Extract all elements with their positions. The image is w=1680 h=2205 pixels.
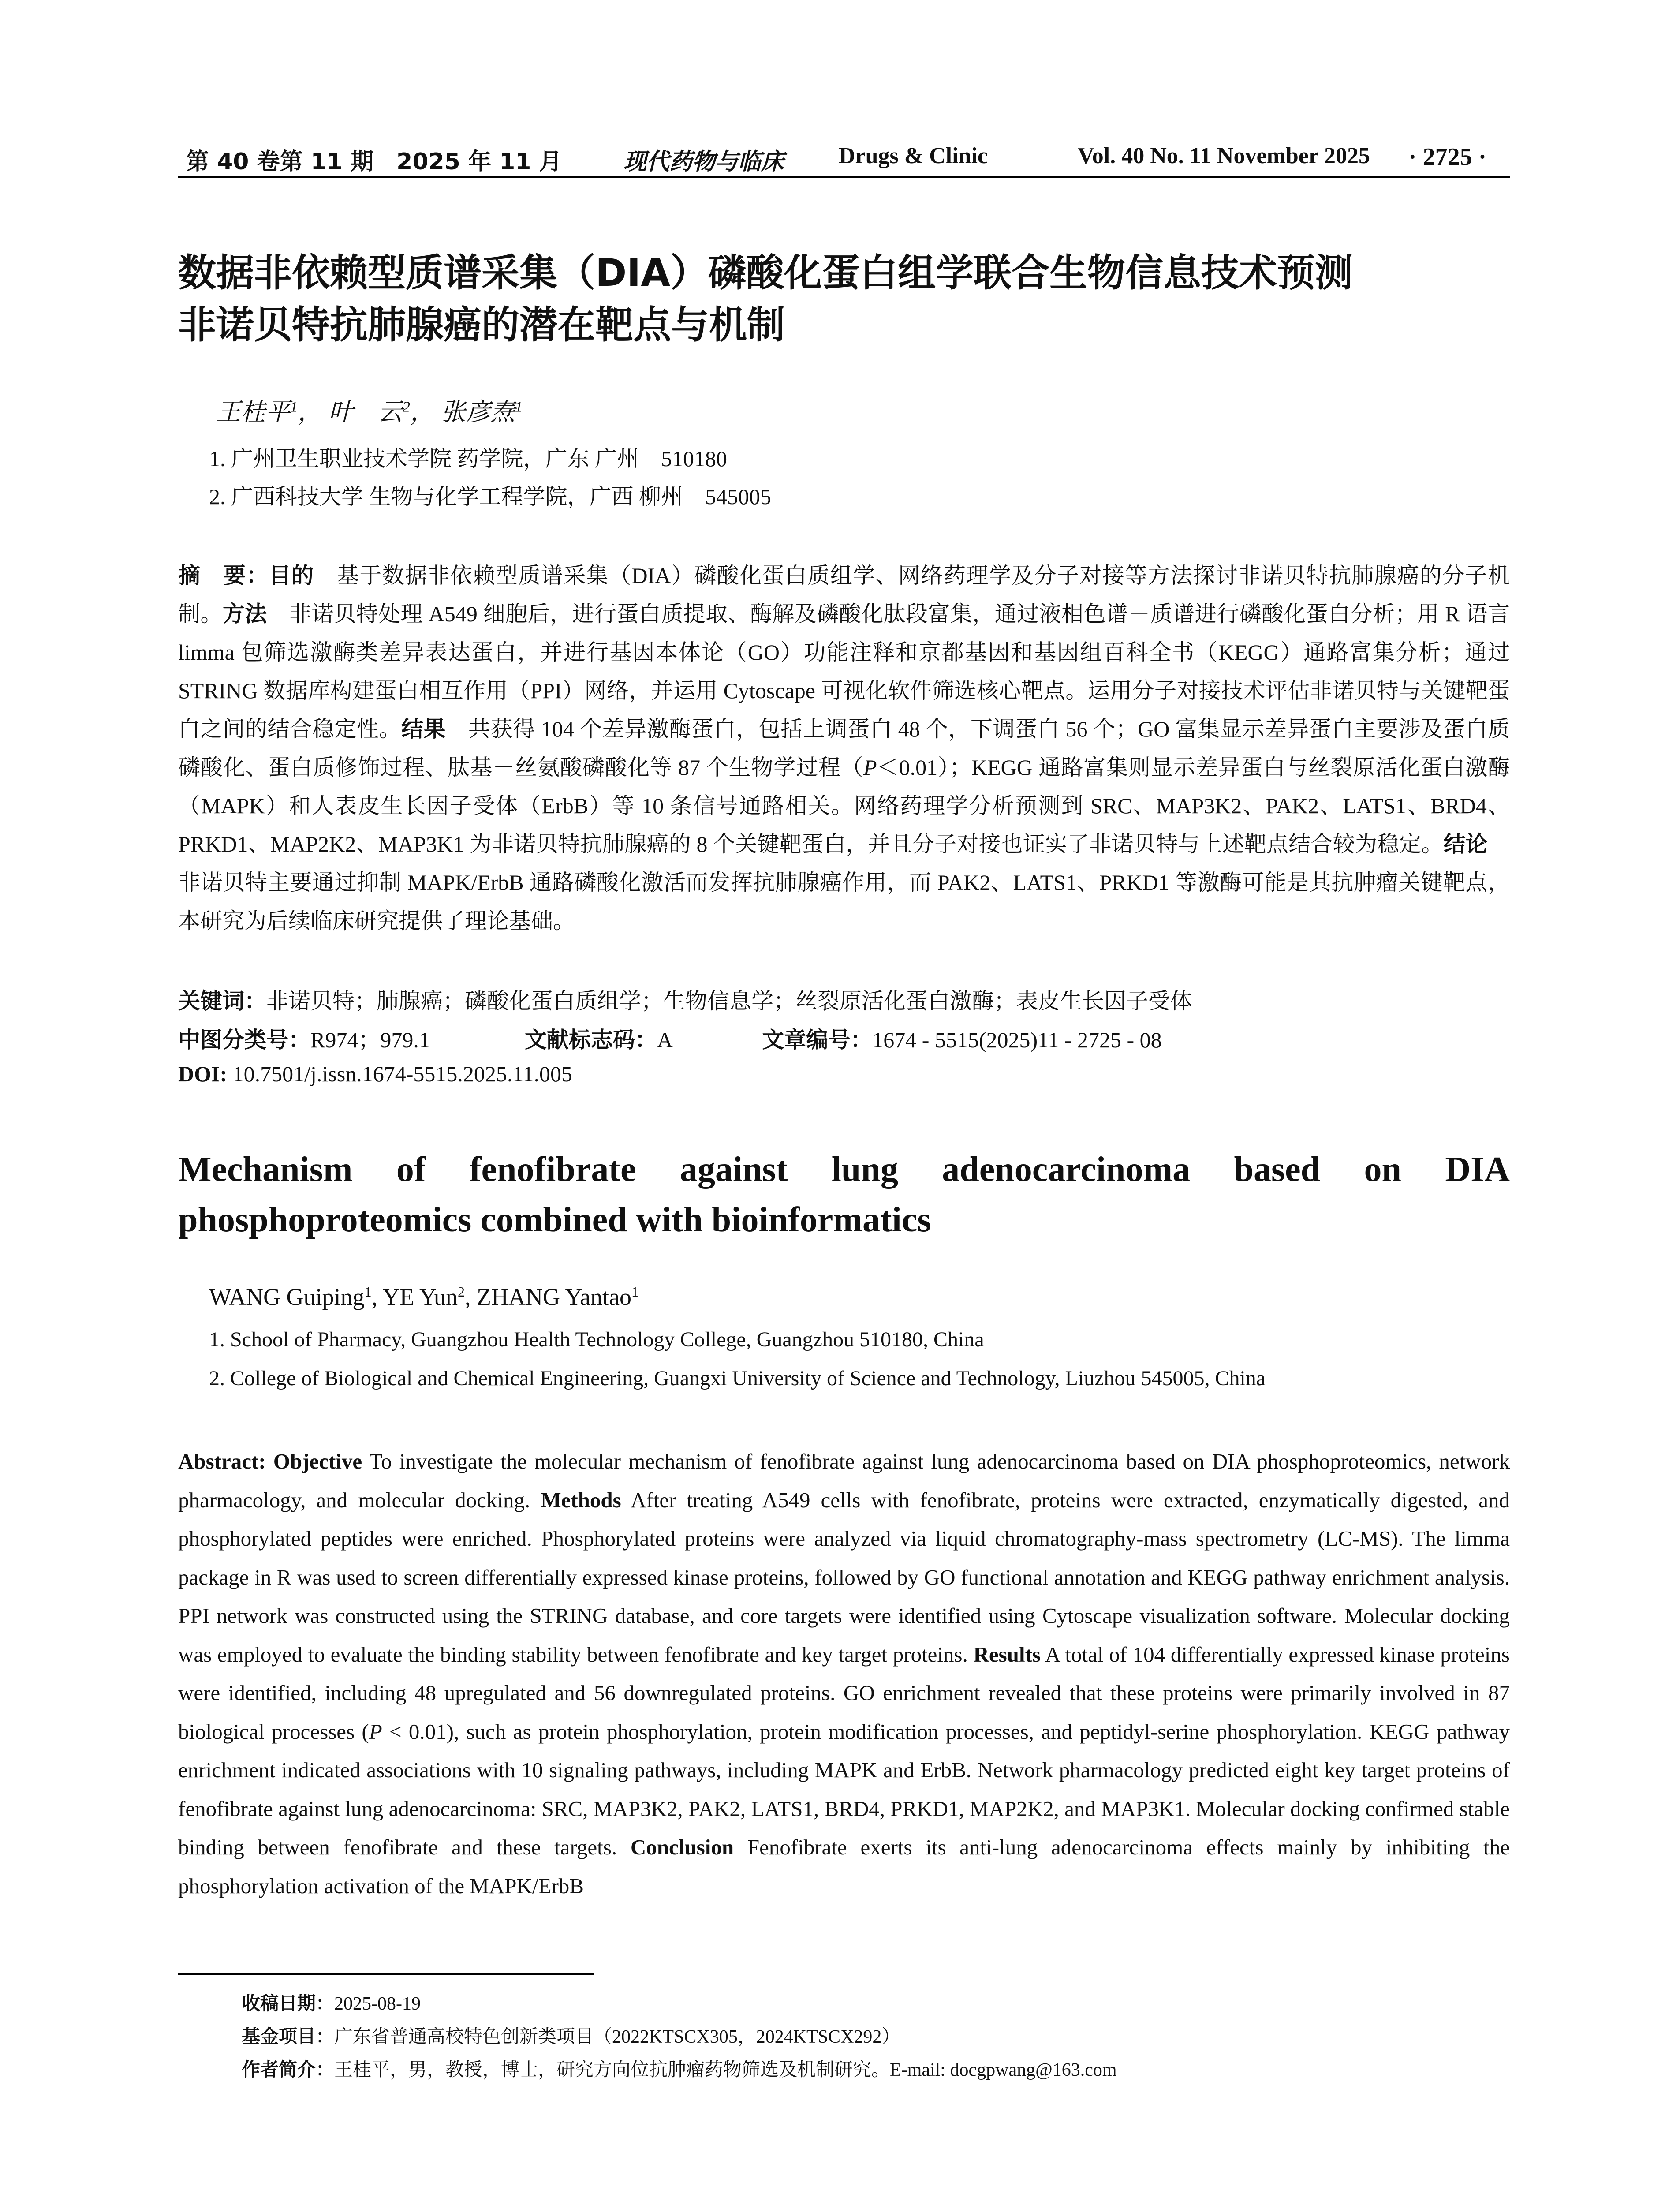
bio-label: 作者简介： [242, 2059, 335, 2080]
author-separator: ， [298, 399, 322, 426]
title-en-line-2: phosphoproteomics combined with bioinformatics [178, 1200, 931, 1239]
affiliation-en-2: 2. College of Biological and Chemical Engineering, Guangxi University of Science and Technology, Liuzhou 545005, China [209, 1367, 1266, 1390]
conclusion-zh-text: 非诺贝特主要通过抑制 MAPK/ErbB 通路磷酸化激活而发挥抗肺腺癌作用，而 PAK2、LATS1、PRKD1 等激酶可能是其抗肿瘤关键靶点，本研究为后续临床研究提供了理论基础。 [178, 832, 1510, 933]
header-divider [178, 176, 1510, 178]
abstract-en [178, 1442, 1510, 1905]
results-en-text-cont: < 0.01), such as protein phosphorylation, protein modification processes, and peptidyl-serine phosphorylation. KEGG pathway enrichment indicated associations with 10 signaling pathways, including MAPK and ErbB. Network pharmacology predicted eight key target proteins of fenofibrate against lung adenocarcinoma: SRC, MAP3K2, PAK2, LATS1, BRD4, PRKD1, MAP2K2, and MAP3K1. Molecular docking confirmed stable binding between fenofibrate and these targets. [178, 1719, 1510, 1859]
conclusion-en-label: Conclusion [630, 1835, 734, 1859]
keywords-zh [178, 983, 1192, 1015]
objective-zh-label: 目的 [269, 563, 314, 588]
results-zh-text: 共获得 104 个差异激酶蛋白，包括上调蛋白 48 个，下调蛋白 56 个；GO 富集显示差异蛋白主要涉及蛋白质磷酸化、蛋白质修饰过程、肽基－丝氨酸磷酸化等 87 个生物学过程（ [178, 717, 1510, 780]
author-name: ZHANG Yantao [476, 1284, 631, 1310]
author-name: 叶 云 [329, 399, 403, 426]
results-en-label: Results [973, 1642, 1041, 1667]
clc-label: 中图分类号： [178, 1027, 310, 1053]
doi-link[interactable]: 10.7501/j.issn.1674-5515.2025.11.005 [227, 1061, 572, 1086]
author-affiliation-mark: 1 [364, 1284, 372, 1300]
running-header [178, 140, 1510, 177]
methods-zh-label: 方法 [222, 601, 267, 627]
title-zh-line-1: 数据非依赖型质谱采集（DIA）磷酸化蛋白组学联合生物信息技术预测 [178, 251, 1353, 295]
received-label: 收稿日期： [242, 1992, 335, 2014]
header-volume-issue-zh: 第 40 卷第 11 期 2025 年 11 月 [186, 149, 562, 175]
author-separator: , [371, 1284, 383, 1310]
conclusion-en-text: Fenofibrate exerts its anti-lung adenocarcinoma effects mainly by inhibiting the phosphorylation activation of the MAPK/ErbB [178, 1835, 1510, 1898]
abstract-en-label: Abstract: Objective [178, 1449, 362, 1473]
affiliation-zh-1: 1. 广州卫生职业技术学院 药学院，广东 广州 510180 [209, 446, 727, 471]
author-affiliation-mark: 1 [631, 1284, 638, 1300]
author-affiliation-mark: 1 [290, 399, 298, 415]
abstract-zh-label: 摘 要： [178, 563, 269, 588]
conclusion-zh-label: 结论 [1443, 831, 1488, 857]
fund-label: 基金项目： [242, 2026, 335, 2047]
author-name: WANG Guiping [209, 1284, 365, 1310]
p-value-symbol: P [369, 1719, 382, 1744]
author-separator: ， [410, 399, 435, 426]
results-zh-text-cont: ＜0.01）；KEGG 通路富集则显示差异蛋白与丝裂原活化蛋白激酶（MAPK）和人表皮生长因子受体（ErbB）等 10 条信号通路相关。网络药理学分析预测到 SRC、MAP3K2、PAK2、LATS1、BRD4、PRKD1、MAP2K2、MAP3K1 为非诺贝特抗肺腺癌的 8 个关键靶蛋白，并且分子对接也证实了非诺贝特与上述靶点结合较为稳定。 [178, 755, 1510, 856]
methods-en-text: After treating A549 cells with fenofibrate, proteins were extracted, enzymatically digested, and phosphorylated peptides were enriched. Phosphorylated proteins were analyzed via liquid chromatography-mass spectrometry (LC-MS). The limma package in R was used to screen differentially expressed kinase proteins, followed by GO functional annotation and KEGG pathway enrichment analysis. PPI network was constructed using the STRING database, and core targets were identified using Cytoscape visualization software. Molecular docking was employed to evaluate the binding stability between fenofibrate and key target proteins. [178, 1487, 1510, 1667]
keywords-zh-text: 非诺贝特；肺腺癌；磷酸化蛋白质组学；生物信息学；丝裂原活化蛋白激酶；表皮生长因子受体 [266, 989, 1192, 1013]
p-value-symbol: P [863, 755, 877, 780]
fund-text: 广东省普通高校特色创新类项目（2022KTSCX305，2024KTSCX292） [334, 2027, 900, 2047]
doc-code-label: 文献标志码： [524, 1027, 657, 1053]
affiliation-en-1: 1. School of Pharmacy, Guangzhou Health Technology College, Guangzhou 510180, China [209, 1328, 984, 1351]
doc-code-value: A [657, 1028, 672, 1052]
classification-line [178, 1022, 1162, 1054]
objective-zh-text: 基于数据非依赖型质谱采集（DIA）磷酸化蛋白质组学、网络药理学及分子对接等方法探讨非诺贝特抗肺腺癌的分子机制。 [178, 563, 1510, 626]
clc-value: R974；979.1 [310, 1028, 430, 1052]
author-name: 张彦焘 [441, 399, 515, 426]
header-journal-en: Drugs & Clinic [839, 143, 988, 168]
article-title-en [178, 1144, 1510, 1245]
header-volume-issue-en: Vol. 40 No. 11 November 2025 [1078, 143, 1370, 168]
authors-en [209, 1283, 638, 1311]
footnote-author-bio [242, 2055, 1117, 2082]
title-zh-line-2: 非诺贝特抗肺腺癌的潜在靶点与机制 [178, 303, 785, 347]
bio-text: 王桂平，男，教授，博士，研究方向位抗肿瘤药物筛选及机制研究。E-mail: docgpwang@163.com [334, 2060, 1117, 2080]
methods-en-label: Methods [541, 1487, 621, 1512]
footnote-fund [242, 2022, 900, 2048]
article-no-label: 文章编号： [762, 1027, 873, 1053]
header-journal-zh: 现代药物与临床 [623, 149, 784, 175]
authors-zh [216, 392, 523, 428]
footnote-received [242, 1989, 421, 2015]
affiliation-zh-2: 2. 广西科技大学 生物与化学工程学院，广西 柳州 545005 [209, 484, 771, 509]
author-affiliation-mark: 1 [515, 399, 523, 415]
keywords-zh-label: 关键词： [178, 988, 266, 1014]
page-number: · 2725 · [1408, 143, 1487, 171]
received-date: 2025-08-19 [334, 1994, 421, 2014]
author-affiliation-mark: 2 [403, 399, 410, 415]
objective-en-text: To investigate the molecular mechanism of fenofibrate against lung adenocarcinoma based on DIA phosphoproteomics, network pharmacology, and molecular docking. [178, 1449, 1510, 1512]
author-name: YE Yun [382, 1284, 458, 1310]
doi-line [178, 1061, 572, 1087]
methods-zh-text: 非诺贝特处理 A549 细胞后，进行蛋白质提取、酶解及磷酸化肽段富集，通过液相色谱－质谱进行磷酸化蛋白分析；用 R 语言 limma 包筛选激酶类差异表达蛋白，并进行基因本体论（GO）功能注释和京都基因和基因组百科全书（KEGG）通路富集分析；通过 STRING 数据库构建蛋白相互作用（PPI）网络，并运用 Cytoscape 可视化软件筛选核心靶点。运用分子对接技术评估非诺贝特与关键靶蛋白之间的结合稳定性。 [178, 602, 1510, 741]
results-zh-label: 结果 [401, 716, 446, 742]
author-affiliation-mark: 2 [457, 1284, 465, 1300]
article-no-value: 1674 - 5515(2025)11 - 2725 - 08 [872, 1028, 1162, 1052]
article-title-zh [178, 247, 1519, 351]
abstract-zh [178, 557, 1510, 940]
footnote-divider [178, 1973, 594, 1975]
doi-label: DOI: [178, 1061, 228, 1086]
results-en-text: A total of 104 differentially expressed kinase proteins were identified, including 48 upregulated and 56 downregulated proteins. GO enrichment revealed that these proteins were primarily involved in 87 biological processes ( [178, 1642, 1510, 1744]
author-name: 王桂平 [216, 399, 290, 426]
author-separator: , [464, 1284, 477, 1310]
title-en-line-1: Mechanism of fenofibrate against lung adenocarcinoma based on DIA [178, 1150, 1510, 1189]
